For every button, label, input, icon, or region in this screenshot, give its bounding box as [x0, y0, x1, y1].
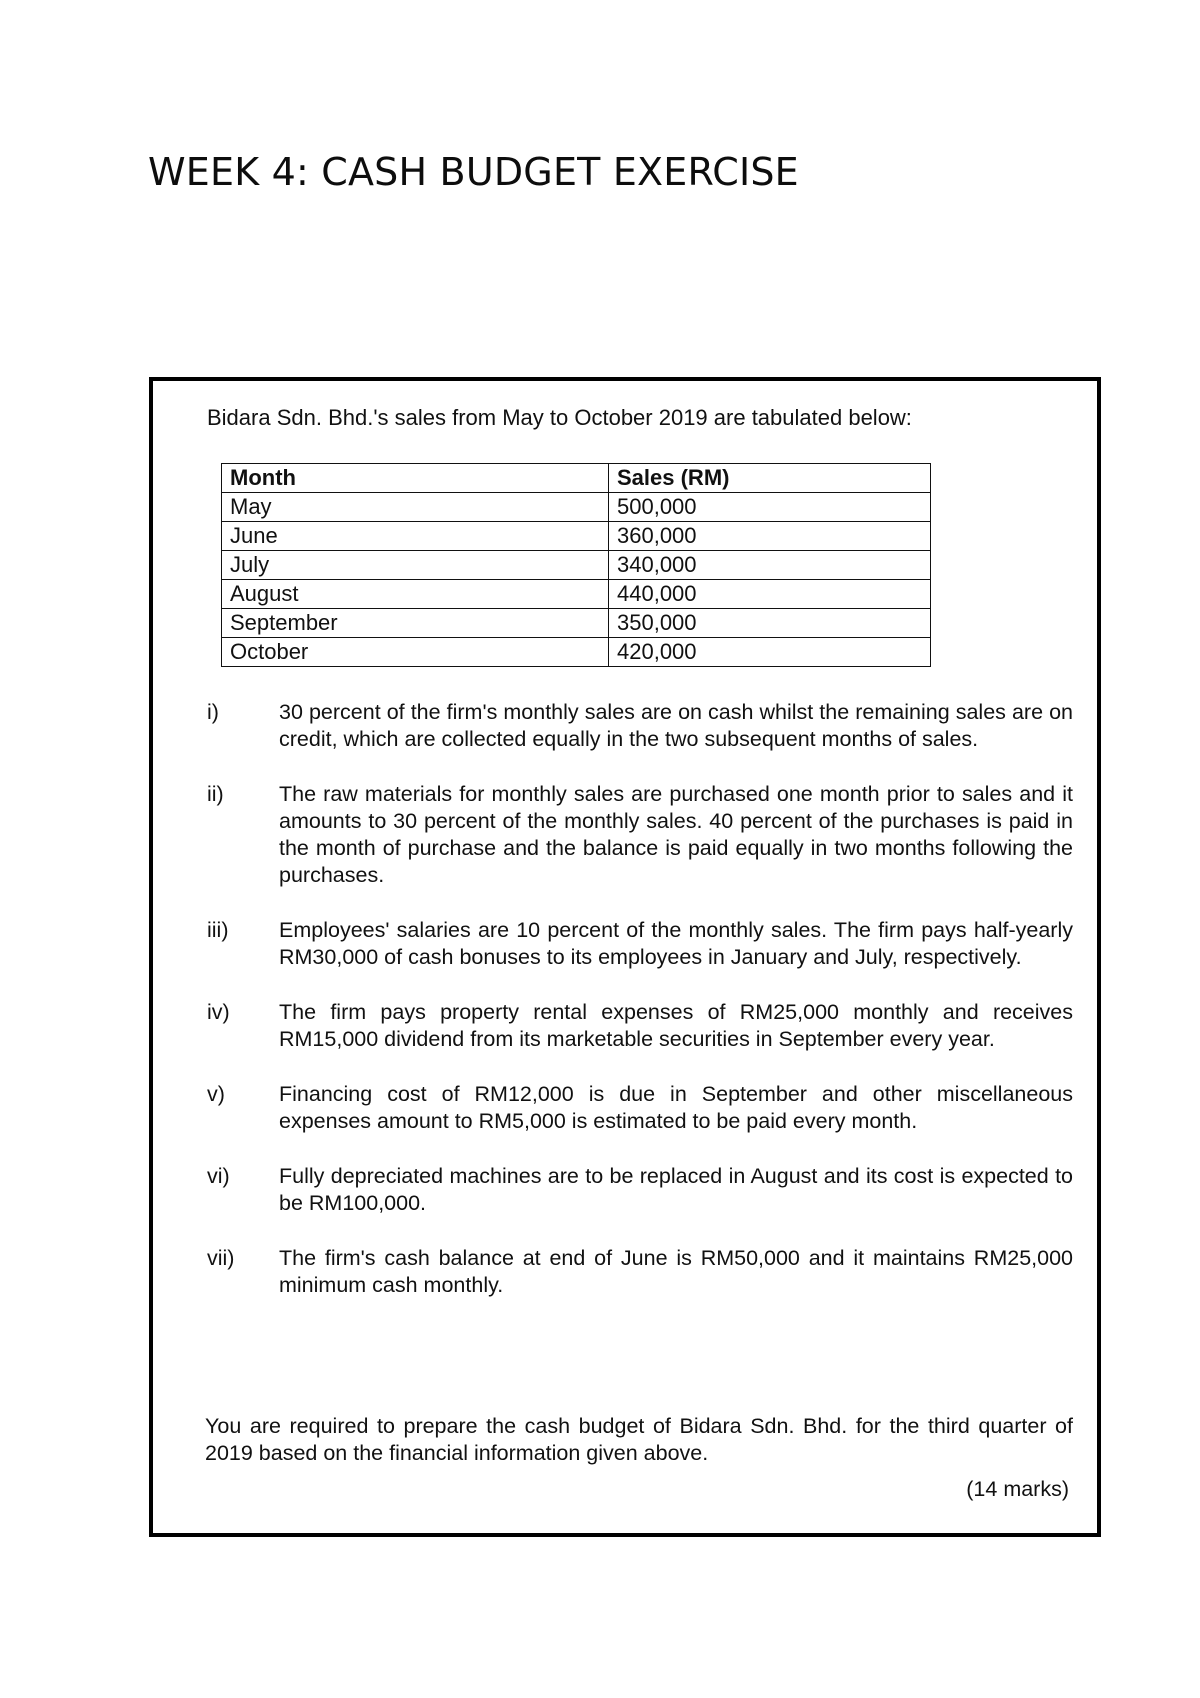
item-text: Employees' salaries are 10 percent of the monthly sales. The firm pays half-yearly RM30,000 of cash bonuses to its employees in January and July, respectively. [279, 918, 1073, 969]
list-item [207, 699, 1073, 753]
table-row [222, 638, 931, 667]
sales-cell: 440,000 [609, 580, 931, 609]
item-number: vi) [207, 1164, 230, 1188]
table-row [222, 493, 931, 522]
month-cell: May [222, 493, 609, 522]
month-cell: June [222, 522, 609, 551]
sales-cell: 360,000 [609, 522, 931, 551]
list-item [207, 781, 1073, 889]
table-header-row [222, 464, 931, 493]
list-item [207, 917, 1073, 971]
sales-cell: 420,000 [609, 638, 931, 667]
item-text: Fully depreciated machines are to be replaced in August and its cost is expected to be RM100,000. [279, 1164, 1073, 1215]
item-number: v) [207, 1082, 225, 1106]
item-number: i) [207, 700, 219, 724]
month-cell: August [222, 580, 609, 609]
header-sales: Sales (RM) [609, 464, 931, 493]
table-row [222, 551, 931, 580]
item-number: iii) [207, 918, 229, 942]
month-cell: July [222, 551, 609, 580]
sales-cell: 350,000 [609, 609, 931, 638]
item-number: ii) [207, 782, 224, 806]
intro-text: Bidara Sdn. Bhd.'s sales from May to October 2019 are tabulated below: [207, 405, 912, 430]
item-text: 30 percent of the firm's monthly sales are on cash whilst the remaining sales are on credit, which are collected equally in the two subsequent months of sales. [279, 700, 1073, 751]
list-item [207, 1163, 1073, 1217]
requirement-text: You are required to prepare the cash budget of Bidara Sdn. Bhd. for the third quarter of 2019 based on the financial information given above. [205, 1414, 1073, 1465]
question-box [149, 377, 1101, 1537]
conditions-list [207, 699, 1073, 1327]
table-row [222, 609, 931, 638]
marks-label: (14 marks) [966, 1477, 1069, 1501]
list-item [207, 999, 1073, 1053]
item-text: The firm's cash balance at end of June is RM50,000 and it maintains RM25,000 minimum cash monthly. [279, 1246, 1073, 1297]
month-cell: October [222, 638, 609, 667]
list-item [207, 1081, 1073, 1135]
page-title: WEEK 4: CASH BUDGET EXERCISE [148, 150, 799, 194]
sales-cell: 500,000 [609, 493, 931, 522]
item-text: Financing cost of RM12,000 is due in September and other miscellaneous expenses amount to RM5,000 is estimated to be paid every month. [279, 1082, 1073, 1133]
header-month: Month [222, 464, 609, 493]
item-number: iv) [207, 1000, 230, 1024]
month-cell: September [222, 609, 609, 638]
item-number: vii) [207, 1246, 235, 1270]
table-row [222, 580, 931, 609]
sales-table [221, 463, 931, 667]
item-text: The raw materials for monthly sales are purchased one month prior to sales and it amounts to 30 percent of the monthly sales. 40 percent of the purchases is paid in the month of purchase and the balance is paid equally in two months following the purchases. [279, 782, 1073, 887]
sales-cell: 340,000 [609, 551, 931, 580]
table-row [222, 522, 931, 551]
item-text: The firm pays property rental expenses of RM25,000 monthly and receives RM15,000 dividend from its marketable securities in September every year. [279, 1000, 1073, 1051]
list-item [207, 1245, 1073, 1299]
